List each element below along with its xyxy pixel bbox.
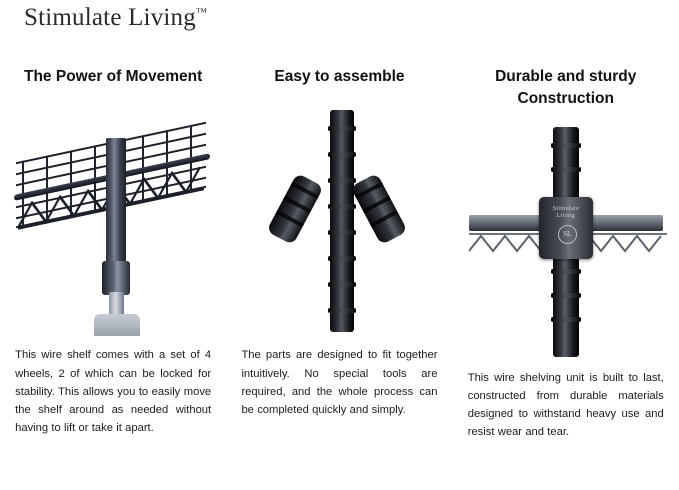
feature-columns <box>0 66 679 453</box>
connector-clip-left <box>267 173 324 245</box>
post-caster-collar <box>102 261 130 295</box>
branded-collar-joint-photo <box>463 119 669 359</box>
collar-logo-line1: Stimulate <box>552 204 580 212</box>
feature-title: The Power of Movement <box>24 68 203 85</box>
shelf-post <box>106 138 126 268</box>
trademark-symbol: ™ <box>195 6 207 19</box>
caster-fork <box>94 314 140 336</box>
feature-caption: This wire shelf comes with a set of 4 wheels, 2 of which can be locked for stability. This allows you to easily move the shelf around as needed without having to lift or take it apart. <box>15 349 212 435</box>
feature-column-assembly <box>226 66 452 453</box>
branded-collar <box>539 197 593 259</box>
feature-column-durability <box>453 66 679 453</box>
shelf-post <box>330 110 354 332</box>
feature-caption: This wire shelving unit is built to last, constructed from durable materials designed to withstand heavy use and resist wear and tear. <box>467 371 664 439</box>
shelf-caster-wheel-photo <box>10 96 216 336</box>
collar-seal-icon: SL <box>558 225 577 244</box>
feature-title: Easy to assemble <box>274 68 405 85</box>
connector-clip-right <box>351 173 408 245</box>
collar-logo-text <box>539 205 593 220</box>
feature-column-movement <box>0 66 226 453</box>
feature-caption: The parts are designed to fit together intuitively. No special tools are required, and the whole process can be completed quickly and simply. <box>241 349 438 416</box>
collar-logo-line2: Living <box>556 212 575 220</box>
post-connector-clips-photo <box>236 96 442 336</box>
feature-title: Durable and sturdy Construction <box>495 68 637 108</box>
brand-name: Stimulate Living <box>24 4 196 31</box>
brand-wordmark <box>24 4 207 32</box>
